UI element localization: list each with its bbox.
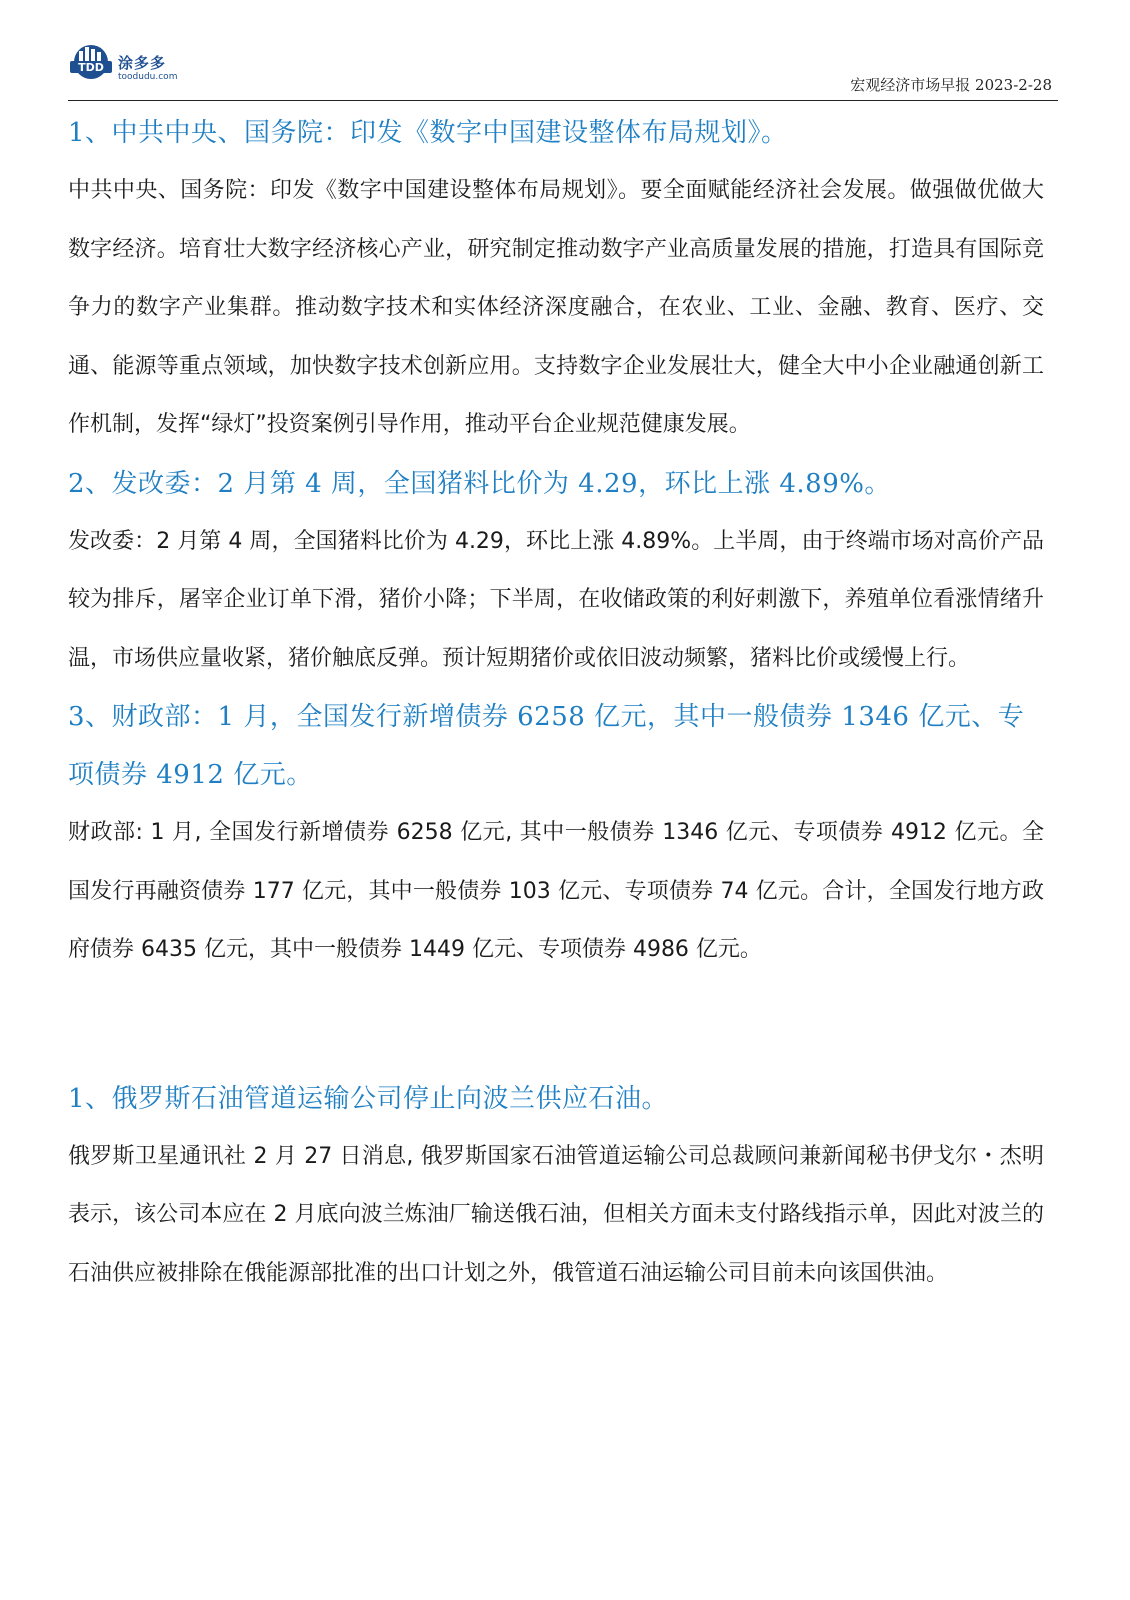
section-body: 财政部: 1 月, 全国发行新增债券 6258 亿元, 其中一般债券 1346 亿元、专项债券 4912 亿元。全国发行再融资债券 177 亿元，其中一般债券 103 亿元、专项债券 74 亿元。合计，全国发行地方政府债券 6435 亿元，其中一般债券 1449 亿元、专项债券 4986 亿元。: [68, 820, 1044, 962]
news-section: [68, 104, 1044, 455]
section-body: 中共中央、国务院：印发《数字中国建设整体布局规划》。要全面赋能经济社会发展。做强做优做大数字经济。培育壮大数字经济核心产业，研究制定推动数字产业高质量发展的措施，打造具有国际竞争力的数字产业集群。推动数字技术和实体经济深度融合，在农业、工业、金融、教育、医疗、交通、能源等重点领域，加快数字技术创新应用。支持数字企业发展壮大，健全大中小企业融通创新工作机制，发挥“绿灯”投资案例引导作用，推动平台企业规范健康发展。: [68, 178, 1044, 437]
section-heading: 1、中共中央、国务院：印发《数字中国建设整体布局规划》。: [68, 118, 788, 148]
news-section: [68, 688, 1044, 980]
section-body: 发改委：2 月第 4 周，全国猪料比价为 4.29，环比上涨 4.89%。上半周，由于终端市场对高价产品较为排斥，屠宰企业订单下滑，猪价小降；下半周，在收储政策的利好刺激下，养殖单位看涨情绪升温，市场供应量收紧，猪价触底反弹。预计短期猪价或依旧波动频繁，猪料比价或缓慢上行。: [68, 528, 1044, 671]
report-content: [68, 104, 1044, 1303]
brand-logo[interactable]: [68, 40, 208, 90]
logo-url: toodudu.com: [118, 72, 178, 82]
report-title: 宏观经济市场早报 2023-2-28: [850, 76, 1052, 94]
news-section: [68, 455, 1044, 689]
section-heading: 2、发改委：2 月第 4 周，全国猪料比价为 4.29，环比上涨 4.89%。: [68, 468, 891, 499]
section-heading: 1、俄罗斯石油管道运输公司停止向波兰供应石油。: [68, 1083, 669, 1114]
section-body: 俄罗斯卫星通讯社 2 月 27 日消息, 俄罗斯国家石油管道运输公司总裁顾问兼新闻秘书伊戈尔・杰明表示，该公司本应在 2 月底向波兰炼油厂输送俄石油，但相关方面未支付路线指示单，因此对波兰的石油供应被排除在俄能源部批准的出口计划之外，俄管道石油运输公司目前未向该国供油。: [68, 1143, 1044, 1286]
page-header: [68, 40, 1058, 101]
section-gap: [68, 980, 1044, 1070]
logo-skyline-icon: [68, 40, 114, 80]
logo-name: 涂多多: [118, 54, 167, 72]
logo-mark-text: TDD: [78, 61, 104, 74]
section-heading: 3、财政部：1 月，全国发行新增债券 6258 亿元，其中一般债券 1346 亿元、专项债券 4912 亿元。: [68, 702, 1025, 790]
news-section: [68, 1070, 1044, 1304]
